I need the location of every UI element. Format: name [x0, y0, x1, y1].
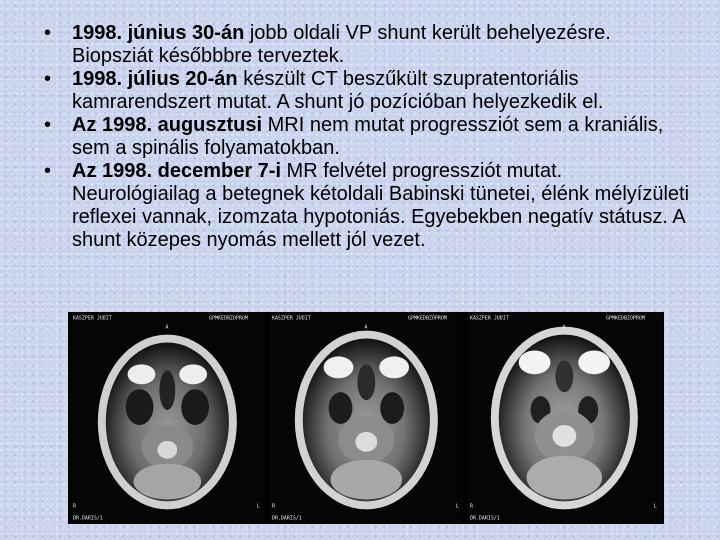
- bullet-date: 1998. június 30-án: [72, 22, 245, 44]
- scan-footer: DR.DARIS/1: [72, 515, 103, 522]
- mri-scan-image: [70, 312, 265, 524]
- bullet-list: [44, 22, 694, 252]
- bullet-text: MRI nem mutat progressziót sem a kraniális, sem a spinális folyamatokban.: [72, 114, 664, 159]
- scan-footer: DR.DARIS/1: [470, 515, 501, 522]
- bullet-dot: •: [44, 22, 52, 44]
- mri-scan-image: [467, 312, 662, 524]
- mri-image-strip: [68, 312, 664, 524]
- mri-scan-image: [269, 312, 464, 524]
- bullet-item: [44, 68, 694, 114]
- scan-side-right: L: [654, 503, 658, 510]
- scan-side-right: L: [455, 503, 459, 510]
- bullet-item: [44, 22, 694, 68]
- scan-header-right: GPMKEDBZOPROM: [209, 315, 248, 322]
- scan-side-left: R: [72, 503, 76, 510]
- scan-header-left: KASZPER JUDIT: [72, 315, 112, 322]
- bullet-date: Az 1998. augusztusi: [72, 114, 263, 136]
- bullet-dot: •: [44, 160, 52, 182]
- mri-scan-graphic: [269, 312, 464, 524]
- scan-header-left: KASZPER JUDIT: [271, 315, 311, 322]
- scan-header-right: GPMKEDBZOPROM: [606, 315, 646, 322]
- bullet-dot: •: [44, 68, 52, 90]
- scan-orientation-marker: A: [562, 324, 566, 331]
- mri-scan-graphic: [70, 312, 265, 524]
- scan-footer: DR.DARIS/1: [271, 515, 302, 522]
- scan-side-left: R: [470, 503, 474, 510]
- bullet-text: MR felvétel progressziót mutat. Neurológiailag a betegnek kétoldali Babinski tünetei, élénk mélyízületi reflexei vannak, izomzata hypotoniás. Egyebekben negatív státusz. A shunt közepes nyomás mellett jól vezet.: [72, 160, 690, 251]
- scan-side-left: R: [271, 503, 275, 510]
- scan-side-right: L: [256, 503, 260, 510]
- scan-header-right: GPMKEDBZOPROM: [407, 315, 447, 322]
- scan-orientation-marker: A: [364, 324, 368, 331]
- bullet-date: 1998. július 20-án: [72, 68, 238, 90]
- scan-header-left: KASZPER JUDIT: [470, 315, 510, 322]
- scan-orientation-marker: A: [165, 324, 169, 331]
- bullet-text: jobb oldali VP shunt került behelyezésre. Biopsziát későbbbre terveztek.: [72, 22, 611, 67]
- mri-scan-graphic: [467, 312, 662, 524]
- bullet-dot: •: [44, 114, 52, 136]
- bullet-text: készült CT beszűkült szupratentoriális kamrarendszert mutat. A shunt jó pozícióban helyezkedik el.: [72, 68, 604, 113]
- bullet-item: [44, 160, 694, 252]
- bullet-item: [44, 114, 694, 160]
- bullet-date: Az 1998. december 7-i: [72, 160, 281, 182]
